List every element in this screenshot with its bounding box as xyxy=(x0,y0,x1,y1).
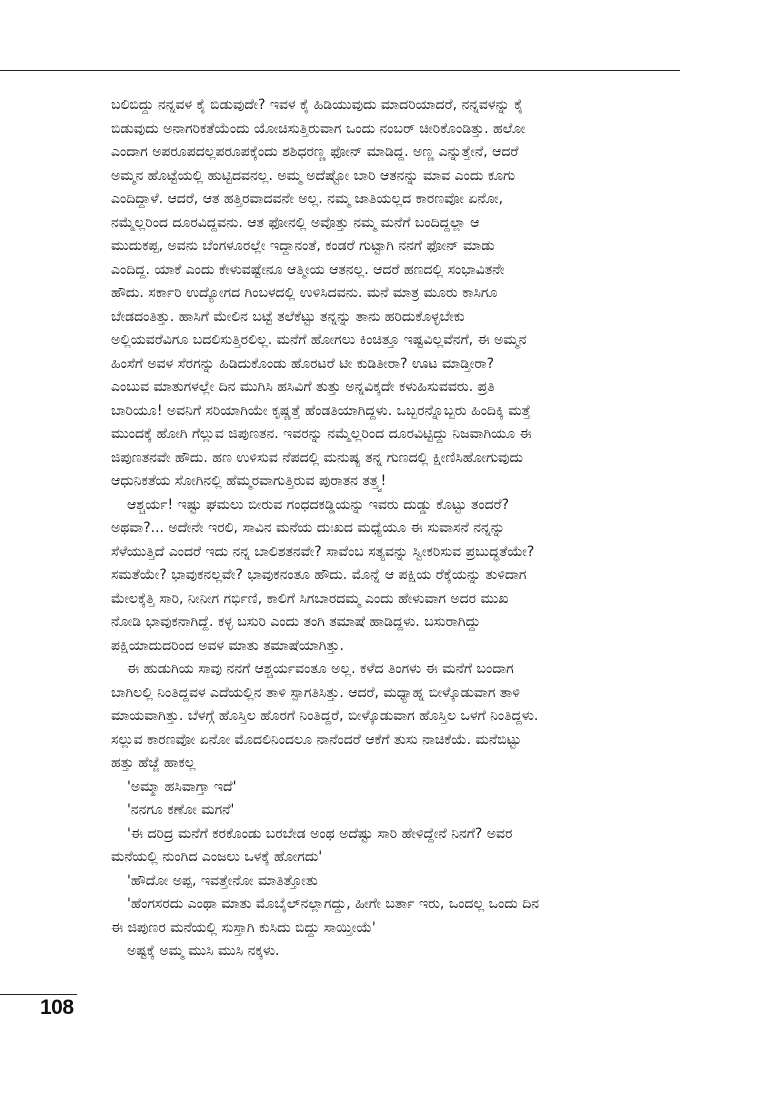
text-line: ಬಾಗಿಲಲ್ಲಿ ನಿಂತಿದ್ದವಳ ಎದೆಯಲ್ಲಿನ ತಾಳಿ ಸ್ಪಾಗತಿಸಿತ್ತು. ಆದರೆ, ಮಧ್ಯಾಹ್ನ ಬೀಳ್ಕೊಡುವಾಗ ತಾಳಿ xyxy=(111,684,520,701)
text-line: ಹಿಂಸೆಗೆ ಅವಳ ಸೆರಗನ್ನು ಹಿಡಿದುಕೊಂಡು ಹೊರಟರೆ ಟೀ ಕುಡಿತೀರಾ? ಊಟ ಮಾಡ್ತೀರಾ? xyxy=(111,355,495,372)
text-line: ಮನೆಯಲ್ಲಿ ನುಂಗಿದ ಎಂಜಲು ಒಳಕ್ಕೆ ಹೋಗದು' xyxy=(111,849,323,865)
text-line: ಎಂಬುವ ಮಾತುಗಳಲ್ಲೇ ದಿನ ಮುಗಿಸಿ ಹಸಿವಿಗೆ ತುತ್ತು ಅನ್ನವಿಕ್ಕದೇ ಕಳುಹಿಸುವವರು. ಪ್ರತಿ xyxy=(111,379,495,395)
text-line: ಬಲಿಬಿದ್ದು ನನ್ನವಳ ಕೈ ಬಿಡುವುದೇ? ಇವಳ ಕೈ ಹಿಡಿಯುವುದು ಮಾದರಿಯಾದರೆ, ನನ್ನವಳನ್ನು ಕೈ xyxy=(111,97,524,113)
header-rule xyxy=(0,70,680,71)
text-line: 'ಈ ದರಿದ್ರ ಮನೆಗೆ ಕರಕೊಂಡು ಬರಬೇಡ ಅಂಥ ಅದೆಷ್ಟು ಸಾರಿ ಹೇಳಿದ್ದೇನೆ ನಿನಗೆ? ಅವರ xyxy=(127,825,513,842)
text-line: ಆಧುನಿಕತೆಯ ಸೋಗಿನಲ್ಲಿ ಹೆಮ್ಮರವಾಗುತ್ತಿರುವ ಪುರಾತನ ತತ್ತ್ವ! xyxy=(111,473,387,489)
text-line: ಅಲ್ಲಿಯವರೆವಿಗೂ ಬದಲಿಸುತ್ತಿರಲಿಲ್ಲ. ಮನೆಗೆ ಹೋಗಲು ಕಿಂಚಿತ್ತೂ ಇಷ್ಟವಿಲ್ಲವೆನಗೆ, ಈ ಅಮ್ಮನ xyxy=(111,332,527,348)
text-line: ಪಕ್ಷಿಯಾದುದರಿಂದ ಅವಳ ಮಾತು ತಮಾಷೆಯಾಗಿತ್ತು. xyxy=(111,637,344,654)
text-line: ಜಿಪುಣತನವೇ ಹೌದು. ಹಣ ಉಳಿಸುವ ನೆಪದಲ್ಲಿ ಮನುಷ್ಯ ತನ್ನ ಗುಣದಲ್ಲಿ ಕ್ಷೀಣಿಸಿಹೋಗುವುದು xyxy=(111,449,523,466)
text-line: 'ಹೌದೋ ಅಪ್ಪ, ಇವತ್ತೇನೋ ಮಾತಿತ್ತೋತು xyxy=(127,872,318,889)
text-line: ಈ ಹುಡುಗಿಯ ಸಾವು ನನಗೆ ಆಶ್ಚರ್ಯವಂತೂ ಅಲ್ಲ. ಕಳೆದ ತಿಂಗಳು ಈ ಮನೆಗೆ ಬಂದಾಗ xyxy=(127,661,514,677)
text-line: ಬಿಡುವುದು ಅನಾಗರಿಕತೆಯೆಂದು ಯೋಚಿಸುತ್ತಿರುವಾಗ ಒಂದು ನಂಬರ್ ಚೀರಿಕೊಂಡಿತ್ತು. ಹಲೋ xyxy=(111,120,526,137)
text-line: ಸೆಳೆಯುತ್ತಿದೆ ಎಂದರೆ ಇದು ನನ್ನ ಬಾಲಿಶತನವೇ? ಸಾವೆಂಬ ಸತ್ಯವನ್ನು ಸ್ವೀಕರಿಸುವ ಪ್ರಬುದ್ಧತೆಯೇ? xyxy=(111,543,535,560)
text-line: ಅಥವಾ?... ಅದೇನೇ ಇರಲಿ, ಸಾವಿನ ಮನೆಯ ದುಃಖದ ಮಧ್ಯೆಯೂ ಈ ಸುವಾಸನೆ ನನ್ನನ್ನು xyxy=(111,520,505,536)
text-line: ನಮ್ಮೆಲ್ಲರಿಂದ ದೂರವಿದ್ದವನು. ಆತ ಫೋನಲ್ಲಿ ಅವೊತ್ತು ನಮ್ಮ ಮನೆಗೆ ಬಂದಿದ್ದಲ್ಲಾ ಆ xyxy=(111,214,480,231)
text-line: ಹೌದು. ಸರ್ಕಾರಿ ಉದ್ಯೋಗದ ಗಿಂಬಳದಲ್ಲಿ ಉಳಿಸಿದವನು. ಮನೆ ಮಾತ್ರ ಮೂರು ಕಾಸಿಗೂ xyxy=(111,285,498,301)
text-line: ಅಷ್ಟಕ್ಕೆ ಅಮ್ಮ ಮುಸಿ ಮುಸಿ ನಕ್ಕಳು. xyxy=(127,943,280,959)
text-line: ಸಮತೆಯೇ? ಭಾವುಕನಲ್ಲವೇ? ಭಾವುಕನಂತೂ ಹೌದು. ಮೊನ್ನೆ ಆ ಪಕ್ಷಿಯ ರೆಕ್ಕೆಯನ್ನು ತುಳಿದಾಗ xyxy=(111,567,527,583)
text-line: ಎಂದಿದ್ದ. ಯಾಕೆ ಎಂದು ಕೇಳುವಷ್ಟೇನೂ ಆತ್ಮೀಯ ಆತನಲ್ಲ. ಆದರೆ ಹಣದಲ್ಲಿ ಸಂಭಾವಿತನೇ xyxy=(111,261,505,278)
text-line: ಎಂದಾಗ ಅಪರೂಪದಲ್ಲಪರೂಪಕ್ಕೆಂದು ಶಶಿಧರಣ್ಣ ಫೋನ್ ಮಾಡಿದ್ದ. ಅಣ್ಣ ಎನ್ನುತ್ತೇನೆ, ಆದರೆ xyxy=(111,144,519,160)
text-line: ಆಶ್ಚರ್ಯ! ಇಷ್ಟು ಘಮಲು ಬೀರುವ ಗಂಧದಕಡ್ಡಿಯನ್ನು ಇವರು ದುಡ್ಡು ಕೊಟ್ಟು ತಂದರೆ? xyxy=(127,496,510,513)
text-line: ಮೇಲಕ್ಕೆತ್ತಿ ಸಾರಿ, ನೀನೀಗ ಗರ್ಭಿಣಿ, ಕಾಲಿಗೆ ಸಿಗಬಾರದಮ್ಮ ಎಂದು ಹೇಳುವಾಗ ಅದರ ಮುಖ xyxy=(111,590,509,607)
text-line: ಮುದುಕಪ್ಪ, ಅವನು ಬೆಂಗಳೂರಲ್ಲೇ ಇದ್ದಾನಂತೆ, ಕಂಡರೆ ಗುಟ್ಟಾಗಿ ನನಗೆ ಫೋನ್ ಮಾಡು xyxy=(111,238,495,254)
page-number: 108 xyxy=(40,996,74,1019)
text-line: ಮಾಯವಾಗಿತ್ತು. ಬೆಳಗ್ಗೆ ಹೊಸ್ತಿಲ ಹೊರಗೆ ನಿಂತಿದ್ದರೆ, ಬೀಳ್ಕೊಡುವಾಗ ಹೊಸ್ತಿಲ ಒಳಗೆ ನಿಂತಿದ್ದಳು. xyxy=(111,708,539,724)
text-line: ಈ ಜಿಪುಣರ ಮನೆಯಲ್ಲಿ ಸುಸ್ತಾಗಿ ಕುಸಿದು ಬಿದ್ದು ಸಾಯ್ತೀಯೆ' xyxy=(111,919,376,936)
text-line: 'ಅಮ್ಮಾ ಹಸಿವಾಗ್ತಾ ಇದೆ' xyxy=(127,778,237,795)
text-line: 'ಹೆಂಗಸರದು ಎಂಥಾ ಮಾತು ಮೊಬೈಲ್‌ನಲ್ಲಾಗದ್ದು, ಹೀಗೇ ಬರ್ತಾ ಇರು, ಒಂದಲ್ಲ ಒಂದು ದಿನ xyxy=(127,896,540,912)
text-line: ಹತ್ತು ಹೆಜ್ಜೆ ಹಾಕಲ್ಲ xyxy=(111,755,196,771)
text-line: ಬೇಡದಂತಿತ್ತು. ಹಾಸಿಗೆ ಮೇಲಿನ ಬಟ್ಟೆ ತಲೆಕೆಟ್ಟು ತನ್ನನ್ನು ತಾನು ಹರಿದುಕೊಳ್ಳಬೇಕು xyxy=(111,308,465,325)
text-line: ಅಮ್ಮನ ಹೊಟ್ಟೆಯಲ್ಲಿ ಹುಟ್ಟಿದವನಲ್ಲ. ಅಮ್ಮ ಅದೆಷ್ಟೋ ಬಾರಿ ಆತನನ್ನು ಮಾವ ಎಂದು ಕೂಗು xyxy=(111,167,516,184)
text-line: ನೋಡಿ ಭಾವುಕನಾಗಿದ್ದೆ. ಕಳ್ಳ ಬಸುರಿ ಎಂದು ತಂಗಿ ತಮಾಷೆ ಹಾಡಿದ್ದಳು. ಬಸುರಾಗಿದ್ದು xyxy=(111,614,481,630)
text-line: ಎಂದಿದ್ದಾಳೆ. ಆದರೆ, ಆತ ಹತ್ತಿರವಾದವನೇ ಅಲ್ಲ. ನಮ್ಮ ಜಾತಿಯಲ್ಲದ ಕಾರಣವೋ ಏನೋ, xyxy=(111,191,504,207)
body-text xyxy=(111,94,681,964)
text-line: ಸಲ್ಲುವ ಕಾರಣವೋ ಏನೋ ಮೊದಲಿನಿಂದಲೂ ನಾನೆಂದರೆ ಆಕೆಗೆ ತುಸು ನಾಚಿಕೆಯೆ. ಮನೆಬಿಟ್ಟು xyxy=(111,731,522,748)
text-line: ಬಾರಿಯೂ! ಅವನಿಗೆ ಸರಿಯಾಗಿಯೇ ಕೃಷ್ಣತ್ತೆ ಹೆಂಡತಿಯಾಗಿದ್ದಳು. ಒಬ್ಬರನ್ನೊಬ್ಬರು ಹಿಂದಿಕ್ಕಿ ಮತ್ತೆ xyxy=(111,402,531,419)
footer-rule xyxy=(0,994,77,995)
text-line: ಮುಂದಕ್ಕೆ ಹೋಗಿ ಗೆಲ್ಲುವ ಜಿಪುಣತನ. ಇವರನ್ನು ನಮ್ಮೆಲ್ಲರಿಂದ ದೂರವಿಟ್ಟಿದ್ದು ನಿಜವಾಗಿಯೂ ಈ xyxy=(111,426,532,442)
text-line: 'ನನಗೂ ಕಣೋ ಮಗನೆ' xyxy=(127,802,235,818)
